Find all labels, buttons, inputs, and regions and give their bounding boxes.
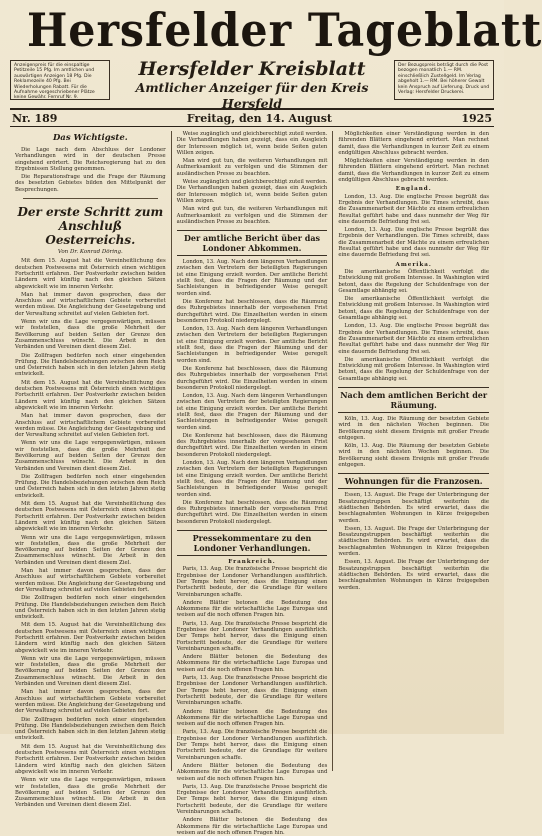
article-paragraph: London, 13. Aug. Nach dem längeren Verhandlungen zwischen den Vertretern der beteiligten Regierungen ist eine Einigung erzielt worden. Der amtliche Bericht stellt fest, dass die Fragen der Räumung und der Sachleistungen in befriedigender Weise geregelt worden sind. bbox=[176, 259, 328, 297]
article-paragraph: Die Reparationsfrage und die Frage der Räumung des besetzten Gebietes bilden den Mittelpunkt der Besprechungen. bbox=[15, 174, 166, 193]
article-paragraph: Möglichkeiten einer Verständigung werden in den führenden Blättern eingehend erörtert. Man rechnet damit, dass die Verhandlungen in kurzer Zeit zu einem endgültigen Abschluss gebracht werden. bbox=[338, 158, 490, 184]
headline-wohnungen: Wohnungen für die Franzosen. bbox=[338, 473, 489, 489]
article-paragraph: Man hat immer davon gesprochen, dass der Anschluss auf wirtschaftlichem Gebiete vorbereitet werden müsse. Die Angleichung der Gesetzgebung und der Verwaltung schreitet auf vielen Gebieten fort. bbox=[15, 413, 166, 439]
column-3 bbox=[332, 131, 494, 771]
article-paragraph: Mit dem 15. August hat die Vereinheitlichung des deutschen Postwesens mit Österreich einen wichtigen Fortschritt erfahren. Der Postverkehr zwischen beiden Ländern wird künftig nach den gleichen Sätzen abgewickelt wie im inneren Verkehr. bbox=[15, 622, 166, 654]
article-paragraph: Paris, 13. Aug. Die französische Presse bespricht die Ergebnisse der Londoner Verhandlungen ausführlich. Der Temps hebt hervor, dass die Einigung einen Fortschritt bedeute, der die Grundlage für weitere Vereinbarungen schaffe. bbox=[176, 675, 328, 707]
article-paragraph: Essen, 13. August. Die Frage der Unterbringung der Besatzungstruppen beschäftigt weiterhin die städtischen Behörden. Es wird erwartet, dass die beschlagnahmten Wohnungen in Kürze freigegeben werden. bbox=[338, 492, 490, 524]
article-paragraph: London, 13. Aug. Nach dem längeren Verhandlungen zwischen den Vertretern der beteiligten Regierungen ist eine Einigung erzielt worden. Der amtliche Bericht stellt fest, dass die Fragen der Räumung und der Sachleistungen in befriedigender Weise geregelt worden sind. bbox=[176, 326, 328, 364]
article-paragraph: London, 13. Aug. Die englische Presse begrüßt das Ergebnis der Verhandlungen. Die Times schreibt, dass die Zusammenarbeit der Mächte zu einem erfreulichen Resultat geführt habe und dass nunmehr der Weg für eine dauernde Befriedung frei sei. bbox=[338, 323, 490, 355]
subhead bbox=[10, 58, 494, 111]
article-paragraph: Essen, 13. August. Die Frage der Unterbringung der Besatzungstruppen beschäftigt weiterhin die städtischen Behörden. Es wird erwartet, dass die beschlagnahmten Wohnungen in Kürze freigegeben werden. bbox=[338, 559, 490, 591]
article-paragraph: Wenn wir uns die Lage vergegenwärtigen, müssen wir feststellen, dass die große Mehrheit der Bevölkerung auf beiden Seiten der Grenze den Zusammenschluss wünscht. Die Arbeit in den Verbänden und Vereinen dient diesem Ziel. bbox=[15, 319, 166, 351]
article-paragraph: Die Zollfragen bedürfen noch einer eingehenden Prüfung. Die Handelsbeziehungen zwischen dem Reich und Österreich haben sich in den letzten Jahren stetig entwickelt. bbox=[15, 473, 166, 499]
subheading-england: England. bbox=[395, 186, 432, 193]
subscription-price-box: Der Bezugspreis beträgt durch die Post bezogen monatlich 1.— RM. einschließlich Zustellgeld. Im Verlag abgeholt 1.— RM. Bei höherer Gewalt kein Anspruch auf Lieferung. Druck und Verlag: Hersfelder Druckerei. bbox=[394, 60, 494, 100]
article-paragraph: Möglichkeiten einer Verständigung werden in den führenden Blättern eingehend erörtert. Man rechnet damit, dass die Verhandlungen in kurzer Zeit zu einem endgültigen Abschluss gebracht werden. bbox=[338, 131, 490, 156]
article-paragraph: Wenn wir uns die Lage vergegenwärtigen, müssen wir feststellen, dass die große Mehrheit der Bevölkerung auf beiden Seiten der Grenze den Zusammenschluss wünscht. Die Arbeit in den Verbänden und Vereinen dient diesem Ziel. bbox=[15, 777, 166, 809]
article-paragraph: Mit dem 15. August hat die Vereinheitlichung des deutschen Postwesens mit Österreich einen wichtigen Fortschritt erfahren. Der Postverkehr zwischen beiden Ländern wird künftig nach den gleichen Sätzen abgewickelt wie im inneren Verkehr. bbox=[15, 743, 166, 775]
issue-year: 1925 bbox=[461, 111, 492, 125]
article-paragraph: Andere Blätter betonen die Bedeutung des Abkommens für die wirtschaftliche Lage Europas und weisen auf die noch offenen Fragen hin. bbox=[176, 654, 328, 673]
article-paragraph: Weise zugänglich und gleichberechtigt zuteil werden. Die Verhandlungen haben gezeigt, dass ein Ausgleich der Interessen möglich ist, wenn beide Seiten guten Willen zeigen. bbox=[176, 131, 328, 156]
headline-anschluss: Der erste Schritt zum Anschluß Oesterreichs. bbox=[17, 205, 164, 248]
article-paragraph: London, 13. Aug. Die englische Presse begrüßt das Ergebnis der Verhandlungen. Die Times schreibt, dass die Zusammenarbeit der Mächte zu einem erfreulichen Resultat geführt habe und dass nunmehr der Weg für eine dauernde Befriedung frei sei. bbox=[338, 227, 490, 259]
article-paragraph: Man wird gut tun, die weiteren Verhandlungen mit Aufmerksamkeit zu verfolgen und die Stimmen der ausländischen Presse zu beachten. bbox=[176, 158, 328, 177]
headline-raeumung: Nach dem amtlichen Bericht der Räumung. bbox=[338, 387, 489, 413]
article-paragraph: Man hat immer davon gesprochen, dass der Anschluss auf wirtschaftlichem Gebiete vorbereitet werden müsse. Die Angleichung der Gesetzgebung und der Verwaltung schreitet auf vielen Gebieten fort. bbox=[15, 291, 166, 317]
kreisblatt-title: Hersfelder Kreisblatt bbox=[138, 58, 366, 80]
article-paragraph: Paris, 13. Aug. Die französische Presse bespricht die Ergebnisse der Londoner Verhandlungen ausführlich. Der Temps hebt hervor, dass die Einigung einen Fortschritt bedeute, der die Grundlage für weitere Vereinbarungen schaffe. bbox=[176, 566, 328, 598]
article-paragraph: Die amerikanische Öffentlichkeit verfolgt die Entwicklung mit großem Interesse. In Washington wird betont, dass die Regelung der Schuldenfrage von der Gesamtlage abhängig sei. bbox=[338, 268, 490, 294]
article-paragraph: Die Konferenz hat beschlossen, dass die Räumung des Ruhrgebietes innerhalb der vorgesehenen Frist durchgeführt wird. Die Einzelheiten werden in einem besonderen Protokoll niedergelegt. bbox=[176, 298, 328, 324]
article-paragraph: Paris, 13. Aug. Die französische Presse bespricht die Ergebnisse der Londoner Verhandlungen ausführlich. Der Temps hebt hervor, dass die Einigung einen Fortschritt bedeute, der die Grundlage für weitere Vereinbarungen schaffe. bbox=[176, 620, 328, 652]
divider bbox=[23, 198, 158, 199]
article-paragraph: Die Konferenz hat beschlossen, dass die Räumung des Ruhrgebietes innerhalb der vorgesehenen Frist durchgeführt wird. Die Einzelheiten werden in einem besonderen Protokoll niedergelegt. bbox=[176, 432, 328, 458]
article-paragraph: Andere Blätter betonen die Bedeutung des Abkommens für die wirtschaftliche Lage Europas und weisen auf die noch offenen Fragen hin. bbox=[176, 817, 328, 836]
byline: Von Dr. Konrad Döring. bbox=[57, 249, 123, 256]
article-paragraph: Andere Blätter betonen die Bedeutung des Abkommens für die wirtschaftliche Lage Europas und weisen auf die noch offenen Fragen hin. bbox=[176, 599, 328, 619]
article-paragraph: Köln, 13. Aug. Die Räumung der besetzten Gebiete wird in den nächsten Wochen beginnen. Die Bevölkerung sieht diesem Ereignis mit großer Freude entgegen. bbox=[338, 443, 490, 469]
article-paragraph: Die Zollfragen bedürfen noch einer eingehenden Prüfung. Die Handelsbeziehungen zwischen dem Reich und Österreich haben sich in den letzten Jahren stetig entwickelt. bbox=[15, 595, 166, 621]
subtitle-block bbox=[120, 58, 384, 112]
article-paragraph: Die amerikanische Öffentlichkeit verfolgt die Entwicklung mit großem Interesse. In Washington wird betont, dass die Regelung der Schuldenfrage von der Gesamtlage abhängig sei. bbox=[338, 296, 490, 322]
article-paragraph: London, 13. Aug. Nach dem längeren Verhandlungen zwischen den Vertretern der beteiligten Regierungen ist eine Einigung erzielt worden. Der amtliche Bericht stellt fest, dass die Fragen der Räumung und der Sachleistungen in befriedigender Weise geregelt worden sind. bbox=[176, 393, 328, 431]
anzeiger-subtitle: Amtlicher Anzeiger für den Kreis Hersfeld bbox=[135, 80, 369, 111]
advertising-rates-box: Anzeigenpreis für die einspaltige Petitzeile 15 Pfg. Im amtlichen und auswärtigen Anzeigen 18 Pfg. Die Reklamezeile 40 Pfg. Bei Wiederholungen Rabatt. Für die Aufnahme vorgeschriebener Plätze keine Gewähr. Fernruf Nr. 9. bbox=[10, 60, 110, 100]
article-paragraph: Die Zollfragen bedürfen noch einer eingehenden Prüfung. Die Handelsbeziehungen zwischen dem Reich und Österreich haben sich in den letzten Jahren stetig entwickelt. bbox=[15, 352, 166, 378]
article-paragraph: Andere Blätter betonen die Bedeutung des Abkommens für die wirtschaftliche Lage Europas und weisen auf die noch offenen Fragen hin. bbox=[176, 762, 328, 782]
article-paragraph: Essen, 13. August. Die Frage der Unterbringung der Besatzungstruppen beschäftigt weiterhin die städtischen Behörden. Es wird erwartet, dass die beschlagnahmten Wohnungen in Kürze freigegeben werden. bbox=[338, 525, 490, 558]
column-1 bbox=[10, 131, 171, 809]
article-paragraph: London, 13. Aug. Nach dem längeren Verhandlungen zwischen den Vertretern der beteiligten Regierungen ist eine Einigung erzielt worden. Der amtliche Bericht stellt fest, dass die Fragen der Räumung und der Sachleistungen in befriedigender Weise geregelt worden sind. bbox=[176, 460, 328, 498]
subheading-frankreich: Frankreich. bbox=[228, 559, 276, 566]
article-paragraph: Köln, 13. Aug. Die Räumung der besetzten Gebiete wird in den nächsten Wochen beginnen. Die Bevölkerung sieht diesem Ereignis mit großer Freude entgegen. bbox=[338, 415, 490, 441]
article-paragraph: Man hat immer davon gesprochen, dass der Anschluss auf wirtschaftlichem Gebiete vorbereitet werden müsse. Die Angleichung der Gesetzgebung und der Verwaltung schreitet auf vielen Gebieten fort. bbox=[15, 568, 166, 593]
subheading-amerika: Amerika. bbox=[395, 261, 432, 268]
columns bbox=[10, 131, 494, 836]
issue-date: Freitag, den 14. August bbox=[186, 111, 332, 125]
column-2 bbox=[171, 131, 333, 836]
article-paragraph: Man wird gut tun, die weiteren Verhandlungen mit Aufmerksamkeit zu verfolgen und die Stimmen der ausländischen Presse zu beachten. bbox=[176, 206, 328, 225]
article-paragraph: Weise zugänglich und gleichberechtigt zuteil werden. Die Verhandlungen haben gezeigt, dass ein Ausgleich der Interessen möglich ist, wenn beide Seiten guten Willen zeigen. bbox=[176, 179, 328, 204]
headline-das-wichtigste: Das Wichtigste. bbox=[52, 133, 128, 143]
article-paragraph: Paris, 13. Aug. Die französische Presse bespricht die Ergebnisse der Londoner Verhandlungen ausführlich. Der Temps hebt hervor, dass die Einigung einen Fortschritt bedeute, der die Grundlage für weitere Vereinbarungen schaffe. bbox=[176, 783, 328, 816]
article-paragraph: London, 13. Aug. Die englische Presse begrüßt das Ergebnis der Verhandlungen. Die Times schreibt, dass die Zusammenarbeit der Mächte zu einem erfreulichen Resultat geführt habe und dass nunmehr der Weg für eine dauernde Befriedung frei sei. bbox=[338, 193, 490, 225]
article-paragraph: Die Lage nach dem Abschluss der Londoner Verhandlungen wird in der deutschen Presse eingehend erörtert. Die Reichsregierung hat zu den Ergebnissen Stellung genommen. bbox=[15, 147, 166, 172]
article-paragraph: Mit dem 15. August hat die Vereinheitlichung des deutschen Postwesens mit Österreich einen wichtigen Fortschritt erfahren. Der Postverkehr zwischen beiden Ländern wird künftig nach den gleichen Sätzen abgewickelt wie im inneren Verkehr. bbox=[15, 379, 166, 411]
article-paragraph: Mit dem 15. August hat die Vereinheitlichung des deutschen Postwesens mit Österreich einen wichtigen Fortschritt erfahren. Der Postverkehr zwischen beiden Ländern wird künftig nach den gleichen Sätzen abgewickelt wie im inneren Verkehr. bbox=[15, 501, 166, 533]
article-paragraph: Man hat immer davon gesprochen, dass der Anschluss auf wirtschaftlichem Gebiete vorbereitet werden müsse. Die Angleichung der Gesetzgebung und der Verwaltung schreitet auf vielen Gebieten fort. bbox=[15, 689, 166, 715]
article-paragraph: Wenn wir uns die Lage vergegenwärtigen, müssen wir feststellen, dass die große Mehrheit der Bevölkerung auf beiden Seiten der Grenze den Zusammenschluss wünscht. Die Arbeit in den Verbänden und Vereinen dient diesem Ziel. bbox=[15, 440, 166, 472]
article-paragraph: Andere Blätter betonen die Bedeutung des Abkommens für die wirtschaftliche Lage Europas und weisen auf die noch offenen Fragen hin. bbox=[176, 708, 328, 728]
article-paragraph: Wenn wir uns die Lage vergegenwärtigen, müssen wir feststellen, dass die große Mehrheit der Bevölkerung auf beiden Seiten der Grenze den Zusammenschluss wünscht. Die Arbeit in den Verbänden und Vereinen dient diesem Ziel. bbox=[15, 655, 166, 688]
article-paragraph: Mit dem 15. August hat die Vereinheitlichung des deutschen Postwesens mit Österreich einen wichtigen Fortschritt erfahren. Der Postverkehr zwischen beiden Ländern wird künftig nach den gleichen Sätzen abgewickelt wie im inneren Verkehr. bbox=[15, 258, 166, 290]
masthead-title: Hersfelder Tageblatt bbox=[26, 3, 542, 57]
article-paragraph: Paris, 13. Aug. Die französische Presse bespricht die Ergebnisse der Londoner Verhandlungen ausführlich. Der Temps hebt hervor, dass die Einigung einen Fortschritt bedeute, der die Grundlage für weitere Vereinbarungen schaffe. bbox=[176, 729, 328, 761]
issue-number: Nr. 189 bbox=[12, 111, 58, 125]
article-paragraph: Die amerikanische Öffentlichkeit verfolgt die Entwicklung mit großem Interesse. In Washington wird betont, dass die Regelung der Schuldenfrage von der Gesamtlage abhängig sei. bbox=[338, 356, 490, 382]
headline-pressekommentare: Pressekommentare zu den Londoner Verhandlungen. bbox=[177, 530, 328, 556]
article-paragraph: Die Konferenz hat beschlossen, dass die Räumung des Ruhrgebietes innerhalb der vorgesehenen Frist durchgeführt wird. Die Einzelheiten werden in einem besonderen Protokoll niedergelegt. bbox=[176, 365, 328, 391]
article-paragraph: Wenn wir uns die Lage vergegenwärtigen, müssen wir feststellen, dass die große Mehrheit der Bevölkerung auf beiden Seiten der Grenze den Zusammenschluss wünscht. Die Arbeit in den Verbänden und Vereinen dient diesem Ziel. bbox=[15, 534, 166, 566]
article-paragraph: Die Zollfragen bedürfen noch einer eingehenden Prüfung. Die Handelsbeziehungen zwischen dem Reich und Österreich haben sich in den letzten Jahren stetig entwickelt. bbox=[15, 716, 166, 742]
article-paragraph: Die Konferenz hat beschlossen, dass die Räumung des Ruhrgebietes innerhalb der vorgesehenen Frist durchgeführt wird. Die Einzelheiten werden in einem besonderen Protokoll niedergelegt. bbox=[176, 499, 328, 525]
headline-amtlicher-bericht: Der amtliche Bericht über das Londoner Abkommen. bbox=[177, 230, 328, 256]
